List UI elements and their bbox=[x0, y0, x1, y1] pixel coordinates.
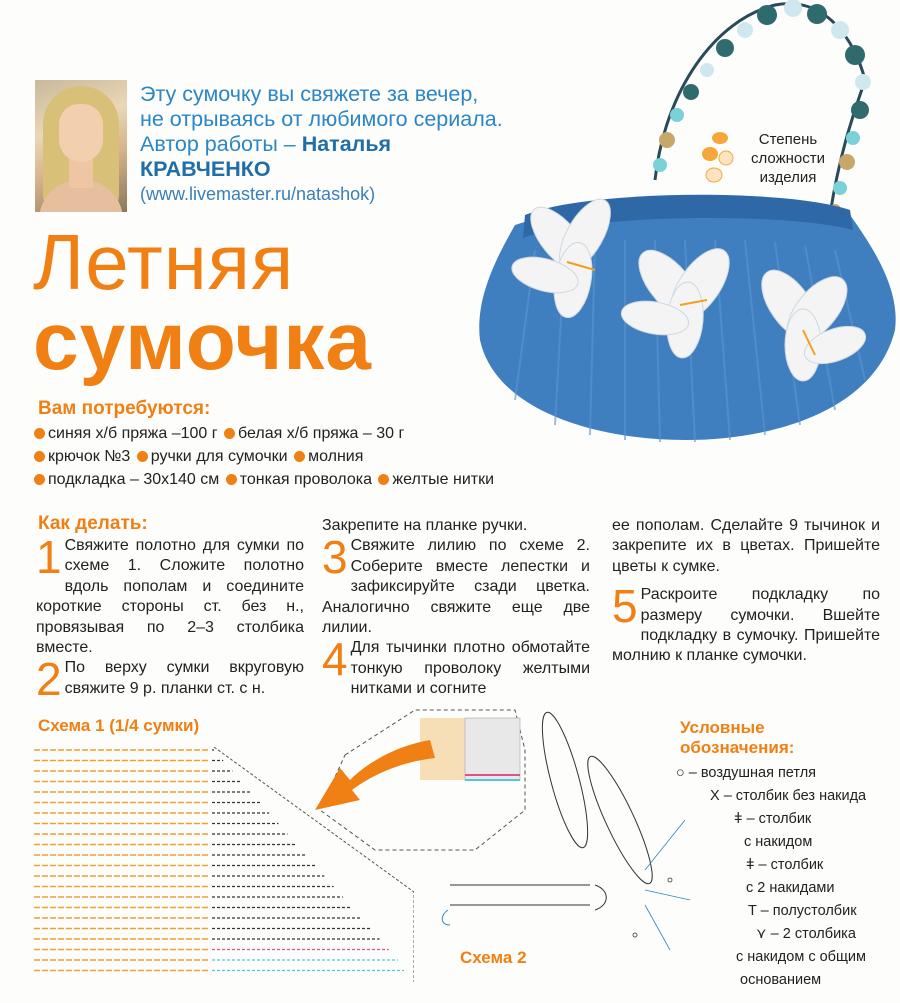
material-item: крючок №3 bbox=[48, 448, 131, 465]
legend-list bbox=[676, 762, 896, 992]
legend-item: ǂ – столбик bbox=[746, 857, 824, 873]
step-number: 3 bbox=[322, 531, 348, 584]
author-url: (www.livemaster.ru/natashok) bbox=[140, 184, 376, 204]
material-item: ручки для сумочки bbox=[150, 448, 288, 465]
instructions-column-2 bbox=[322, 516, 590, 700]
material-item: тонкая проволока bbox=[239, 471, 372, 488]
materials-heading: Вам потребуются: bbox=[38, 398, 211, 419]
material-item: подкладка – 30х140 см bbox=[48, 471, 220, 488]
author-photo bbox=[35, 80, 127, 212]
intro-line-1: Эту сумочку вы свяжете за вечер, bbox=[140, 82, 479, 106]
title-line-2: сумочка bbox=[33, 296, 373, 387]
scheme-1-title: Схема 1 (1/4 сумки) bbox=[38, 716, 200, 735]
legend-item: с накидом с общим bbox=[736, 949, 866, 965]
step-3-text: Свяжите лилию по схеме 2. Соберите вместе лепестки и зафиксируйте сзади цветка. Аналогично свяжите еще две лилии. bbox=[322, 537, 590, 637]
material-item: желтые нитки bbox=[392, 471, 495, 488]
material-item: синяя х/б пряжа –100 г bbox=[48, 425, 218, 442]
instructions-column-1 bbox=[36, 531, 304, 706]
step-5-text: Раскроите подкладку по размеру сумочки. Вшейте подкладку в сумочку. Пришейте молнию к планке сумочки. bbox=[612, 586, 880, 665]
scheme-2-diagram bbox=[300, 700, 700, 950]
legend-item: ○ – воздушная петля bbox=[676, 765, 817, 781]
legend-heading: Условные обозначения: bbox=[680, 718, 795, 757]
difficulty-icon bbox=[700, 130, 740, 190]
step-1-text: Свяжите полотно для сумки по схеме 1. Сложите полотно вдоль пополам и соедините короткие стороны ст. без н., провязывая по 2–3 столбика вместе. bbox=[36, 537, 304, 657]
material-item: молния bbox=[308, 448, 364, 465]
author-last-name: КРАВЧЕНКО bbox=[140, 157, 271, 181]
legend-item: основанием bbox=[740, 972, 822, 988]
author-first-name: Наталья bbox=[301, 132, 392, 156]
legend-item: ǂ – столбик bbox=[734, 811, 812, 827]
step-number: 1 bbox=[36, 531, 62, 583]
legend-item: ⋎ – 2 столбика bbox=[756, 926, 856, 942]
author-prefix: Автор работы – bbox=[140, 132, 302, 156]
material-item: белая х/б пряжа – 30 г bbox=[238, 425, 405, 442]
instructions-heading: Как делать: bbox=[38, 513, 148, 534]
difficulty-label: Степень сложности изделия bbox=[750, 131, 825, 186]
intro-line-2: не отрываясь от любимого сериала. bbox=[140, 107, 503, 131]
materials-list bbox=[32, 422, 592, 491]
legend-item: T – полустолбик bbox=[748, 903, 857, 919]
step-2-text-continued: Закрепите на планке ручки. bbox=[322, 517, 528, 534]
arrow-icon bbox=[315, 740, 435, 810]
legend-item: с накидом bbox=[744, 834, 813, 850]
step-number: 4 bbox=[322, 633, 348, 686]
scheme-2-title: Схема 2 bbox=[460, 948, 527, 967]
title-line-1: Летняя bbox=[33, 218, 295, 306]
step-4-text-continued: ее пополам. Сделайте 9 тычинок и закрепите их в цветах. Пришейте цветы к сумке. bbox=[612, 517, 880, 575]
instructions-column-3 bbox=[612, 516, 880, 667]
legend-item: X – столбик без накида bbox=[710, 788, 867, 804]
step-2-text: По верху сумки вкруговую свяжите 9 р. планки ст. с н. bbox=[64, 659, 304, 697]
step-number: 5 bbox=[612, 580, 638, 633]
legend-item: с 2 накидами bbox=[746, 880, 835, 896]
step-4-text: Для тычинки плотно обмотайте тонкую проволоку желтыми нитками и согните bbox=[350, 639, 590, 698]
step-number: 2 bbox=[36, 653, 62, 706]
